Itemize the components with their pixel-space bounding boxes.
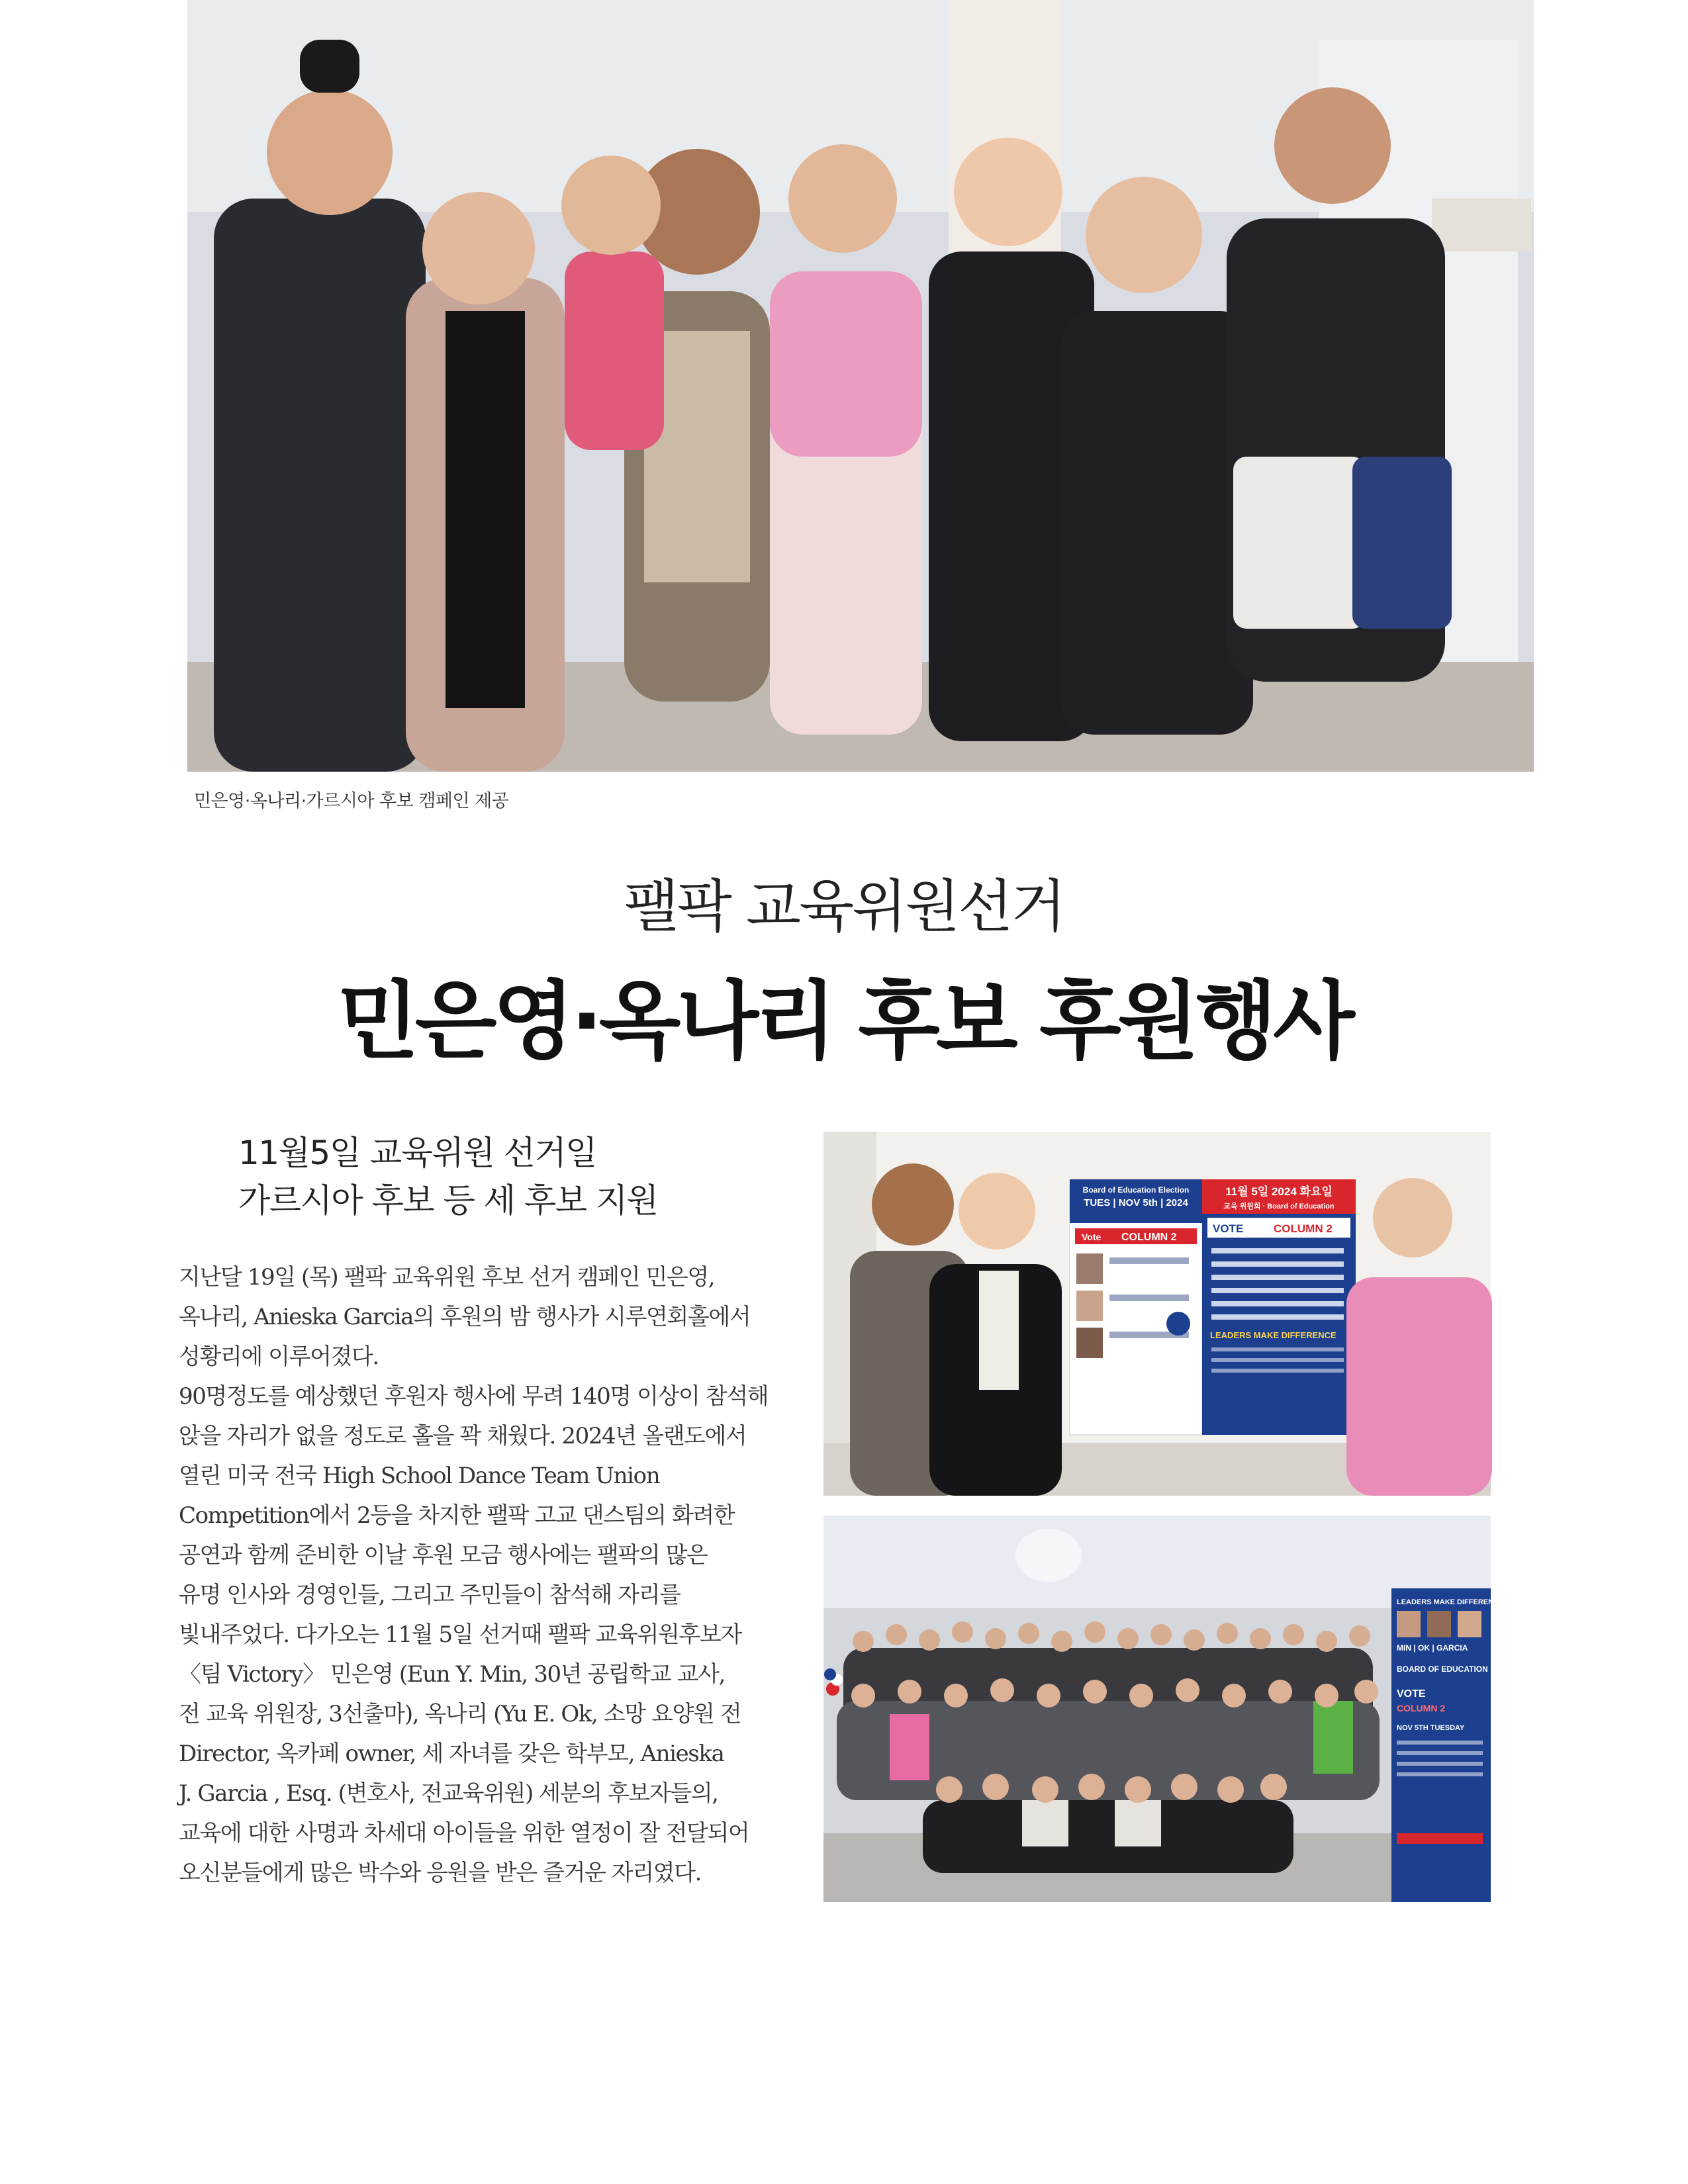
banner-slogan: LEADERS MAKE DIFFERENCE bbox=[1397, 1598, 1504, 1606]
body-line: Director, 옥카페 owner, 세 자녀를 갖은 학부모, Anieska bbox=[179, 1741, 724, 1767]
subheadline bbox=[238, 1129, 658, 1224]
poster-right-column: COLUMN 2 bbox=[1274, 1222, 1333, 1235]
subhead-line-2: 가르시아 후보 등 세 후보 지원 bbox=[238, 1181, 658, 1220]
subhead-line-1: 11월5일 교육위원 선거일 bbox=[238, 1134, 596, 1172]
banner-names: MIN | OK | GARCIA bbox=[1397, 1643, 1468, 1653]
poster-photo bbox=[823, 1132, 1491, 1496]
poster-slogan: LEADERS MAKE DIFFERENCE bbox=[1210, 1330, 1336, 1340]
body-line: 열린 미국 전국 High School Dance Team Union bbox=[179, 1463, 660, 1489]
body-line: 〈팀 Victory〉 민은영 (Eun Y. Min, 30년 공립학교 교사, bbox=[179, 1661, 726, 1688]
body-line: 유명 인사와 경영인들, 그리고 주민들이 참석해 자리를 bbox=[179, 1582, 680, 1608]
photo-caption: 민은영·옥나리·가르시아 후보 캠페인 제공 bbox=[194, 791, 509, 811]
body-line: 옥나리, Anieska Garcia의 후원의 밤 행사가 시루연회홀에서 bbox=[179, 1304, 751, 1330]
poster-right-sub: 교육 위원회 · Board of Education bbox=[1223, 1203, 1335, 1210]
group-event-photo bbox=[823, 1516, 1504, 1902]
poster-left-vote: Vote bbox=[1082, 1232, 1102, 1242]
body-line: 교육에 대한 사명과 차세대 아이들을 위한 열정이 잘 전달되어 bbox=[179, 1820, 749, 1846]
kicker-title: 팰팍 교육위원선거 bbox=[624, 874, 1064, 940]
body-line: 지난달 19일 (목) 팰팍 교육위원 후보 선거 캠페인 민은영, bbox=[179, 1264, 715, 1291]
banner-board: BOARD OF EDUCATION bbox=[1397, 1664, 1488, 1674]
headline: 민은영·옥나리 후보 후원행사 bbox=[337, 972, 1351, 1071]
body-line: 앉을 자리가 없을 정도로 홀을 꽉 채웠다. 2024년 올랜도에서 bbox=[179, 1423, 747, 1449]
body-line: 90명정도를 예상했던 후원자 행사에 무려 140명 이상이 참석해 bbox=[179, 1383, 769, 1410]
body-line: J. Garcia , Esq. (변호사, 전교육위원) 세분의 후보자들의, bbox=[179, 1780, 718, 1807]
body-line: 성황리에 이루어졌다. bbox=[179, 1343, 379, 1370]
body-line: 오신분들에게 많은 박수와 응원을 받은 즐거운 자리였다. bbox=[179, 1860, 702, 1886]
poster-left-column: COLUMN 2 bbox=[1121, 1232, 1177, 1243]
body-line: 빛내주었다. 다가오는 11월 5일 선거때 팰팍 교육위원후보자 bbox=[179, 1621, 741, 1648]
banner-date: NOV 5TH TUESDAY bbox=[1397, 1724, 1465, 1732]
poster-left-title: Board of Education Election bbox=[1082, 1185, 1190, 1195]
banner-column: COLUMN 2 bbox=[1397, 1703, 1446, 1713]
article-body bbox=[179, 1257, 774, 1893]
poster-right-date: 11월 5일 2024 화요일 bbox=[1225, 1185, 1333, 1198]
poster-right-vote: VOTE bbox=[1213, 1222, 1244, 1235]
top-group-photo bbox=[187, 0, 1534, 772]
poster-left-date: TUES | NOV 5th | 2024 bbox=[1084, 1197, 1188, 1208]
body-line: Competition에서 2등을 차지한 팰팍 고교 댄스팀의 화려한 bbox=[179, 1502, 735, 1529]
body-line: 공연과 함께 준비한 이날 후원 모금 행사에는 팰팍의 많은 bbox=[179, 1542, 708, 1569]
body-line: 전 교육 위원장, 3선출마), 옥나리 (Yu E. Ok, 소망 요양원 전 bbox=[179, 1701, 741, 1727]
banner-vote: VOTE bbox=[1397, 1688, 1426, 1700]
